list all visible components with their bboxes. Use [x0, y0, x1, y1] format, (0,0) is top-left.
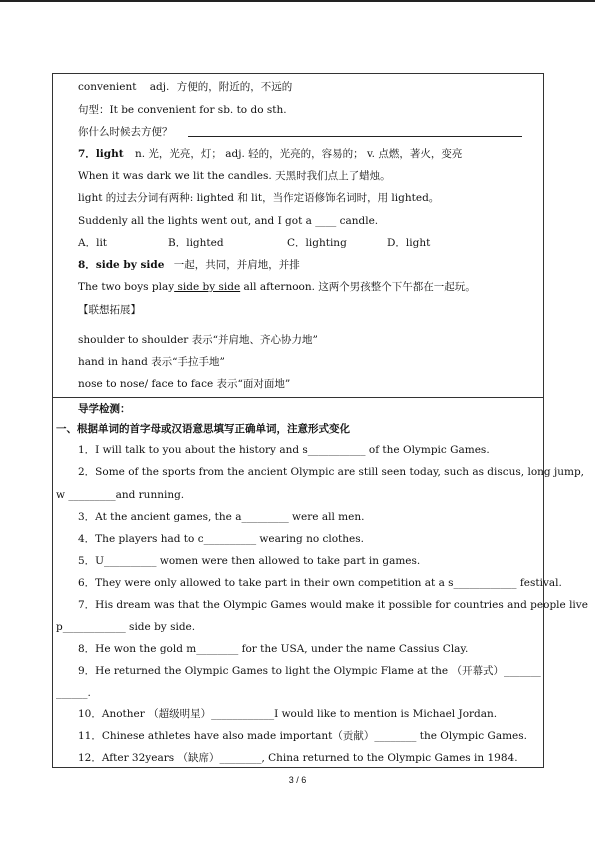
question-item: 4．The players had to c__________ wearing no clothes. — [78, 533, 364, 545]
section-divider — [52, 397, 544, 398]
pos-label: adj. — [149, 81, 170, 93]
grammar-note: light 的过去分词有两种: lighted 和 lit，当作定语修饰名词时，用 lighted。 — [78, 192, 440, 204]
word-light: light — [95, 148, 124, 160]
extension-item: nose to nose/ face to face 表示“面对面地” — [78, 378, 291, 390]
example-underlined: side by side — [174, 281, 241, 293]
extension-item: shoulder to shoulder 表示“并肩地、齐心协力地” — [78, 334, 318, 346]
light-entry — [78, 147, 462, 161]
question-item-continued: p____________ side by side. — [56, 621, 196, 633]
question-item: 8．He won the gold m________ for the USA, under the name Cassius Clay. — [78, 643, 469, 655]
example-before: The two boys play — [78, 281, 175, 293]
check-title: 导学检测： — [78, 403, 131, 415]
question-item: 9．He returned the Olympic Games to light the Olympic Flame at the （开幕式）_______ — [78, 665, 541, 677]
question-item: 1．I will talk to you about the history and s___________ of the Olympic Games. — [78, 444, 490, 456]
meaning-text: n. 光，光亮，灯； adj. 轻的，光亮的，容易的； v. 点燃，著火，变亮 — [134, 148, 463, 160]
item-number: 7． — [78, 148, 96, 160]
question-item: 10．Another （超级明星）____________I would like to mention is Michael Jordan. — [78, 708, 498, 720]
option-b: B．lighted — [168, 237, 224, 249]
side-by-side-entry — [78, 258, 300, 272]
header-rule — [0, 0, 595, 2]
question-item: 3．At the ancient games, the a_________ were all men. — [78, 511, 365, 523]
meaning-text: 一起，共同，并肩地，并排 — [173, 259, 300, 271]
option-a: A．lit — [78, 237, 108, 249]
extension-item: hand in hand 表示“手拉手地” — [78, 356, 225, 368]
word-side-by-side: side by side — [95, 259, 165, 271]
question-text: 你什么时候去方便？ — [78, 126, 173, 138]
question-item: 5．U__________ women were then allowed to take part in games. — [78, 555, 421, 567]
page-number: 3 / 6 — [288, 775, 307, 785]
question-item: 12．After 32years （缺席）________, China returned to the Olympic Games in 1984. — [78, 752, 518, 764]
question-item-continued: w _________and running. — [56, 489, 185, 501]
practice-question — [78, 125, 173, 139]
section-heading: 一、根据单词的首字母或汉语意思填写正确单词，注意形式变化 — [56, 423, 350, 435]
question-item: 7．His dream was that the Olympic Games would make it possible for countries and people live — [78, 599, 588, 611]
meaning-text: 方便的，附近的，不远的 — [176, 81, 293, 93]
sentence-pattern: 句型：It be convenient for sb. to do sth. — [78, 104, 287, 116]
question-item: 11．Chinese athletes have also made important（贡献）________ the Olympic Games. — [78, 730, 527, 742]
option-c: C．lighting — [287, 237, 347, 249]
answer-blank-line — [188, 136, 522, 137]
extension-title: 【联想拓展】 — [78, 304, 141, 316]
question-item-continued: ______. — [56, 687, 91, 699]
side-by-side-example — [78, 280, 476, 294]
item-number: 8． — [78, 259, 96, 271]
word-convenient: convenient — [78, 81, 137, 93]
question-item: 2．Some of the sports from the ancient Olympic are still seen today, such as discus, long jump, — [78, 466, 585, 478]
example-sentence: When it was dark we lit the candles. 天黑时我们点上了蜡烛。 — [78, 170, 391, 182]
convenient-entry — [78, 80, 292, 94]
example-after: all afternoon. 这两个男孩整个下午都在一起玩。 — [240, 281, 476, 293]
option-d: D．light — [387, 237, 431, 249]
exercise-sentence: Suddenly all the lights went out, and I got a ____ candle. — [78, 215, 379, 227]
question-item: 6．They were only allowed to take part in their own competition at a s____________ festival. — [78, 577, 562, 589]
